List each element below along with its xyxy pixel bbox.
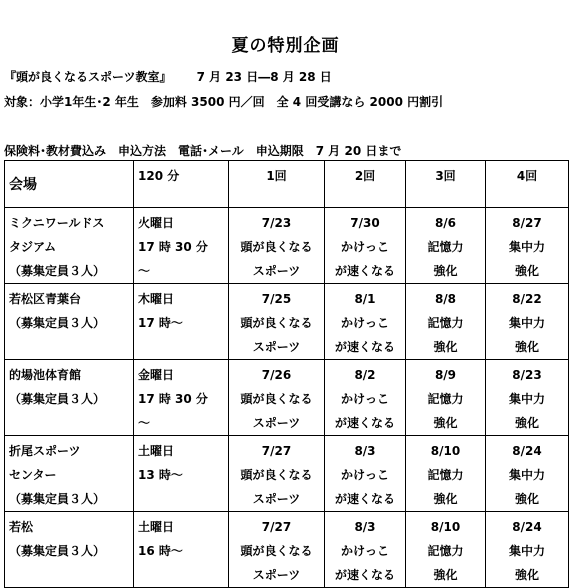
table-row xyxy=(5,360,569,436)
session-1-cell-line: 頭が良くなる xyxy=(240,240,313,254)
session-4-cell-line: 集中力 xyxy=(508,544,545,558)
session-4-cell-line: 強化 xyxy=(514,568,539,582)
session-3-cell xyxy=(406,436,486,512)
time-cell xyxy=(134,360,229,436)
time-cell xyxy=(134,208,229,284)
venue-cell xyxy=(5,512,134,588)
time-cell xyxy=(134,284,229,360)
session-2-cell-line: かけっこ xyxy=(340,544,389,558)
session-4-cell-line: 強化 xyxy=(514,264,539,278)
venue-cell xyxy=(5,436,134,512)
session-4-cell-line: 8/27 xyxy=(512,216,542,230)
session-4-cell-line: 8/24 xyxy=(512,520,542,534)
session-2-cell-line: 8/3 xyxy=(354,444,376,458)
session-2-cell xyxy=(325,512,406,588)
session-1-cell-line: 頭が良くなる xyxy=(240,316,313,330)
venue-cell xyxy=(5,360,134,436)
header-row xyxy=(5,161,569,208)
time-cell-line: 16 時～ xyxy=(138,544,183,558)
session-4-cell-line: 8/23 xyxy=(512,368,542,382)
header-session-1: 1回 xyxy=(229,161,325,208)
session-3-cell-line: 8/6 xyxy=(434,216,457,230)
session-2-cell-line: 8/3 xyxy=(354,520,376,534)
target-fee-line: 対象：小学1年生･2 年生 参加料 3500 円／回 全 4 回受講なら 2000 円割引 xyxy=(4,95,444,109)
session-3-cell-line: 強化 xyxy=(433,340,458,354)
table-row xyxy=(5,284,569,360)
session-4-cell xyxy=(486,512,569,588)
session-3-cell-line: 記憶力 xyxy=(427,544,464,558)
session-1-cell-line: 頭が良くなる xyxy=(240,544,313,558)
venue-cell-line: （募集定員３人） xyxy=(9,492,106,506)
session-1-cell-line: スポーツ xyxy=(252,340,301,354)
venue-cell-line: 的場池体育館 xyxy=(9,368,82,382)
session-2-cell-line: が速くなる xyxy=(334,264,395,278)
session-3-cell-line: 8/10 xyxy=(430,444,461,458)
venue-cell-line: 若松区青葉台 xyxy=(9,292,82,306)
session-2-cell-line: 8/1 xyxy=(354,292,376,306)
session-3-cell-line: 8/8 xyxy=(434,292,457,306)
table-row xyxy=(5,512,569,588)
session-4-cell-line: 8/22 xyxy=(512,292,542,306)
session-4-cell xyxy=(486,360,569,436)
session-3-cell-line: 記憶力 xyxy=(427,468,464,482)
session-2-cell xyxy=(325,208,406,284)
session-4-cell-line: 集中力 xyxy=(508,240,545,254)
session-1-cell-line: スポーツ xyxy=(252,264,301,278)
session-2-cell-line: 7/30 xyxy=(350,216,380,230)
session-3-cell xyxy=(406,512,486,588)
event-dates: 7 月 23 日―8 月 28 日 xyxy=(196,70,332,84)
session-3-cell xyxy=(406,360,486,436)
header-session-3: 3回 xyxy=(406,161,486,208)
session-1-cell xyxy=(229,436,325,512)
session-4-cell-line: 集中力 xyxy=(508,468,545,482)
venue-cell-line: センター xyxy=(9,468,57,482)
session-3-cell-line: 8/10 xyxy=(430,520,461,534)
session-1-cell-line: スポーツ xyxy=(252,568,301,582)
session-4-cell-line: 集中力 xyxy=(508,316,545,330)
session-3-cell-line: 記憶力 xyxy=(427,392,464,406)
session-1-cell xyxy=(229,360,325,436)
session-3-cell-line: 記憶力 xyxy=(427,240,464,254)
session-2-cell-line: かけっこ xyxy=(340,392,389,406)
session-2-cell-line: が速くなる xyxy=(334,568,395,582)
application-info-line: 保険料･教材費込み 申込方法 電話･メール 申込期限 7 月 20 日まで xyxy=(4,144,402,158)
time-cell-line: 17 時 30 分 xyxy=(138,240,208,254)
session-2-cell xyxy=(325,436,406,512)
session-2-cell xyxy=(325,284,406,360)
session-1-cell-line: スポーツ xyxy=(252,492,301,506)
session-2-cell-line: が速くなる xyxy=(334,340,395,354)
session-1-cell-line: 7/27 xyxy=(261,444,292,458)
session-2-cell-line: かけっこ xyxy=(340,468,389,482)
venue-cell-line: 折尾スポーツ xyxy=(9,444,81,458)
time-cell-line: 土曜日 xyxy=(138,444,175,458)
session-4-cell-line: 強化 xyxy=(514,416,539,430)
session-1-cell xyxy=(229,284,325,360)
session-4-cell xyxy=(486,284,569,360)
session-4-cell xyxy=(486,208,569,284)
session-3-cell-line: 強化 xyxy=(433,492,458,506)
session-4-cell xyxy=(486,436,569,512)
venue-cell xyxy=(5,284,134,360)
time-cell-line: ～ xyxy=(138,416,151,430)
session-4-cell-line: 強化 xyxy=(514,492,539,506)
page-title: 夏の特別企画 xyxy=(231,36,340,56)
session-1-cell xyxy=(229,208,325,284)
session-3-cell-line: 8/9 xyxy=(434,368,457,382)
venue-cell xyxy=(5,208,134,284)
time-cell-line: 火曜日 xyxy=(138,216,175,230)
venue-cell-line: 若松 xyxy=(9,520,34,534)
event-name: 『頭が良くなるスポーツ教室』 xyxy=(4,70,172,84)
venue-cell-line: （募集定員３人） xyxy=(9,392,106,406)
session-3-cell xyxy=(406,208,486,284)
venue-cell-line: ミクニワールドス xyxy=(9,216,105,230)
session-2-cell xyxy=(325,360,406,436)
session-1-cell-line: 7/23 xyxy=(261,216,292,230)
session-3-cell-line: 記憶力 xyxy=(427,316,464,330)
venue-cell-line: （募集定員３人） xyxy=(9,264,106,278)
time-cell-line: 土曜日 xyxy=(138,520,175,534)
time-cell-line: 17 時 30 分 xyxy=(138,392,208,406)
venue-cell-line: （募集定員３人） xyxy=(9,316,106,330)
session-3-cell xyxy=(406,284,486,360)
time-cell xyxy=(134,512,229,588)
venue-cell-line: （募集定員３人） xyxy=(9,544,106,558)
session-2-cell-line: が速くなる xyxy=(334,416,395,430)
session-1-cell xyxy=(229,512,325,588)
session-2-cell-line: かけっこ xyxy=(340,316,389,330)
time-cell-line: 17 時～ xyxy=(138,316,183,330)
time-cell xyxy=(134,436,229,512)
session-1-cell-line: 7/25 xyxy=(261,292,292,306)
session-3-cell-line: 強化 xyxy=(433,416,458,430)
header-session-2: 2回 xyxy=(325,161,406,208)
session-2-cell-line: が速くなる xyxy=(334,492,395,506)
session-1-cell-line: 頭が良くなる xyxy=(240,392,313,406)
time-cell-line: 13 時～ xyxy=(138,468,183,482)
header-duration: 120 分 xyxy=(134,161,229,208)
table-row xyxy=(5,436,569,512)
session-4-cell-line: 8/24 xyxy=(512,444,542,458)
session-3-cell-line: 強化 xyxy=(433,568,458,582)
time-cell-line: ～ xyxy=(138,264,151,278)
session-3-cell-line: 強化 xyxy=(433,264,458,278)
session-2-cell-line: かけっこ xyxy=(340,240,389,254)
session-1-cell-line: 7/26 xyxy=(261,368,292,382)
session-1-cell-line: スポーツ xyxy=(252,416,301,430)
session-1-cell-line: 頭が良くなる xyxy=(240,468,313,482)
header-venue: 会場 xyxy=(5,161,134,208)
table-row xyxy=(5,208,569,284)
event-line xyxy=(4,68,332,85)
time-cell-line: 木曜日 xyxy=(138,292,175,306)
session-2-cell-line: 8/2 xyxy=(354,368,376,382)
session-4-cell-line: 強化 xyxy=(514,340,539,354)
session-4-cell-line: 集中力 xyxy=(508,392,545,406)
header-session-4: 4回 xyxy=(486,161,569,208)
time-cell-line: 金曜日 xyxy=(138,368,175,382)
schedule-table xyxy=(4,160,569,588)
venue-cell-line: タジアム xyxy=(9,240,57,254)
session-1-cell-line: 7/27 xyxy=(261,520,292,534)
